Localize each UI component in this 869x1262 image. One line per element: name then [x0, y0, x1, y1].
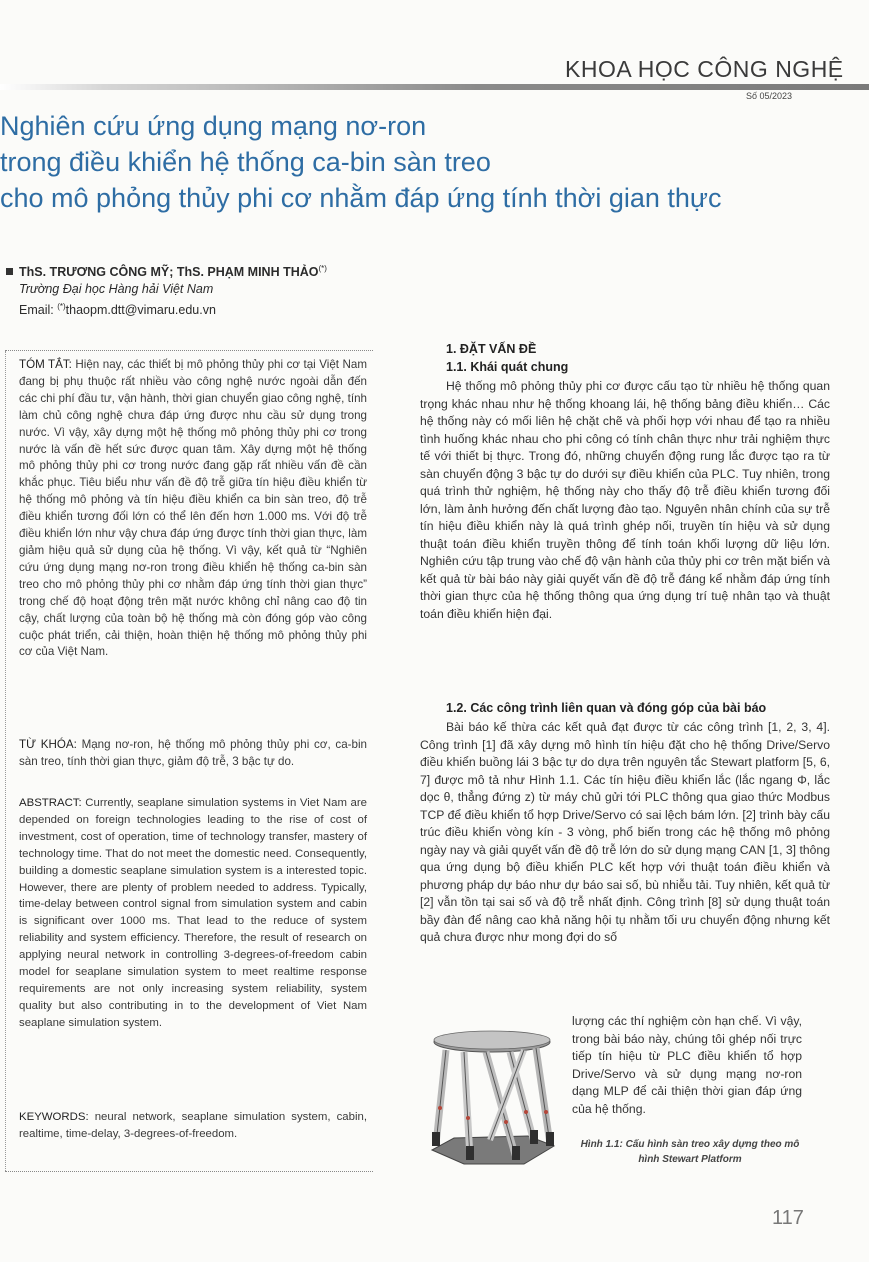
- abstract-vietnamese: [19, 357, 367, 661]
- paragraph-1-text: Hệ thống mô phỏng thủy phi cơ được cấu tạo từ nhiều hệ thống quan trọng khác nhau như hệ thống khoang lái, hệ thống bảng điều khiển… Các hệ thống này có mối liên hệ chặt chẽ và phối hợp với nhau để tạo ra nhiều tình huống khác nhau cho phi công có tính chân thực như trải nghiệm thực tế với thiết bị thực. Trong đó, những chuyển động rung lắc được tạo ra từ sàn chuyển động 3 bậc tự do dưới sự điều khiển của PLC. Tuy nhiên, trong quá trình thử nghiệm, hệ thống này cho thấy độ trễ điều khiển tương đối lớn, làm ảnh hưởng đến chất lượng đào tạo. Nguyên nhân chính của sự trễ tín hiệu điều khiển này là quá trình ghép nối, truyền tín hiệu và sử dụng thuật toán điều khiển truyền thông để tính toán khối lượng dữ liệu lớn. Nghiên cứu tập trung vào chế độ vận hành của thủy phi cơ trên mặt biển và kết quả từ bài báo này giải quyết vấn đề độ trễ đáng kể nhằm đáp ứng tính thời gian thực của hệ thống thông qua ứng dụng trí tuệ nhân tạo và thuật toán điều khiển hiện đại.: [420, 379, 830, 621]
- keywords-en-label: KEYWORDS:: [19, 1111, 89, 1123]
- abstract-english: [19, 795, 367, 1032]
- bullet-square-icon: [6, 268, 13, 275]
- paragraph-3: lượng các thí nghiệm còn hạn chế. Vì vậy, trong bài báo này, chúng tôi ghép nối trực tiếp tín hiệu từ PLC điều khiển tổ hợp Drive/Servo và sử dụng mạng nơ-ron dạng MLP để cải thiện thời gian đáp ứng của hệ thống.: [572, 1014, 802, 1116]
- affiliation: Trường Đại học Hàng hải Việt Nam: [19, 282, 214, 297]
- abstract-vn-label: TÓM TẮT:: [19, 358, 72, 371]
- title-line-2: trong điều khiển hệ thống ca-bin sàn treo: [0, 147, 491, 177]
- email-address[interactable]: thaopm.dtt@vimaru.edu.vn: [65, 303, 216, 318]
- paragraph-2-text: Bài báo kế thừa các kết quả đạt được từ các công trình [1, 2, 3, 4]. Công trình [1] đã xây dựng mô hình tín hiệu đặt cho hệ thống Drive/Servo điều khiển buồng lái 3 bậc tự do dựa trên nguyên tắc Stewart platform [5, 6, 7] được mô tả như Hình 1.1. Các tín hiệu điều khiển lắc (lắc ngang Φ, lắc dọc θ, thẳng đứng z) từ máy chủ gửi tới PLC thông qua giao thức Modbus TCP để điều khiển tổ hợp Drive/Servo có sai lệch bám lớn. [2] trình bày cấu trúc điều khiển vòng kín - 3 vòng, phổ biến trong các hệ thống mô phỏng ngày nay và giải quyết vấn đề độ trễ lớn do sử dụng mạng CAN [1, 3] thông qua ứng dụng bộ điều khiển PLC kết hợp với thuật toán điều khiển và phương pháp dự báo như dự báo sai số, bù nhiễu tải. Tuy nhiên, kết quả từ [2] vẫn tồn tại sai số và độ trễ nhất định. Công trình [8] sử dụng thuật toán bầy đàn để nâng cao khả năng hội tụ nhằm tối ưu chuyển động nhưng kết quả chưa được như mong đợi do số: [420, 720, 830, 944]
- title-line-3: cho mô phỏng thủy phi cơ nhằm đáp ứng tính thời gian thực: [0, 183, 722, 213]
- author-names: ThS. TRƯƠNG CÔNG MỸ; ThS. PHẠM MINH THẢO: [19, 265, 319, 280]
- header-rule: [0, 84, 869, 90]
- figure-caption: Hình 1.1: Cấu hình sàn treo xây dựng theo mô hình Stewart Platform: [580, 1139, 800, 1165]
- keywords-en-text: neural network, seaplane simulation system, cabin, realtime, time-delay, 3-degrees-of-freedom.: [19, 1111, 368, 1140]
- page-number: 117: [772, 1207, 804, 1229]
- email-line: [6, 298, 327, 319]
- issue-number: Số 05/2023: [746, 91, 793, 101]
- email-marker: (*): [57, 302, 66, 312]
- author-marker: (*): [318, 264, 327, 273]
- keywords-vn-text: Mạng nơ-ron, hệ thống mô phỏng thủy phi cơ, ca-bin sàn treo, tính thời gian thực, giảm độ trễ, 3 bậc tự do.: [19, 738, 367, 768]
- author-names-line: [6, 260, 327, 281]
- paragraph-1: [420, 378, 830, 623]
- abstract-box: [5, 350, 373, 1172]
- subsection-heading-1-1: 1.1. Khái quát chung: [446, 360, 569, 374]
- stewart-platform-figure: [424, 1022, 559, 1170]
- keywords-vn-label: TỪ KHÓA:: [19, 738, 77, 751]
- email-label: Email:: [19, 303, 54, 318]
- abstract-en-text: Currently, seaplane simulation systems in Viet Nam are depended on foreign technologies leading to the rise of cost of investment, cost of operation, time of technology transfer, mastery of technology time. That do not meet the domestic need. Consequently, building a domestic seaplane simulation system is a interested topic. However, there are plenty of problem needed to address. Typically, time-delay between control signal from simulation system and cabin is significant over 1000 ms. That lead to the reduce of system reliability and system efficiency. Therefore, the result of research on applying neural network in controlling 3-degrees-of-freedom cabin model for seaplane simulation system to meet realtime response requirements are not only increasing system reliability, system quality but also contributing in to the development of Viet Nam seaplane simulation system.: [19, 797, 367, 1029]
- article-title: [0, 108, 860, 216]
- abstract-box-rule: [5, 351, 7, 1171]
- keywords-vietnamese: [19, 737, 367, 771]
- keywords-english: [19, 1109, 367, 1143]
- author-block: [6, 260, 327, 319]
- stewart-platform-image: [432, 1031, 554, 1164]
- paragraph-2: [420, 719, 830, 947]
- abstract-vn-text: Hiện nay, các thiết bị mô phỏng thủy phi cơ tại Việt Nam đang bị phụ thuộc rất nhiều vào công nghệ nước ngoài dẫn đến các chi phí đầu tư, vận hành, thời gian chuyển giao công nghệ, tính làm chủ công nghệ chưa đáp ứng được nhu cầu sử dụng trong nước. Vì vậy, xây dựng một hệ thống mô phỏng thủy phi cơ trong nước là vấn đề hết sức được quan tâm. Xây dựng một hệ thống mô phỏng thủy phi cơ trong nước đang gặp rất nhiều vấn đề cần khắc phục. Tiêu biểu như vấn đề độ trễ giữa tín hiệu điều khiển từ hệ thống mô phỏng và tín hiệu điều khiển ca bin sàn treo, độ trễ điều khiển tương đối lớn có thể lên đến hơn 1.000 ms. Với độ trễ điều khiển lớn như vậy chưa đáp ứng được tính thời gian thực, làm giảm hiệu quả sử dụng của hệ thống. Vì vậy, kết quả từ “Nghiên cứu ứng dụng mạng nơ-ron trong điều khiển hệ thống ca-bin sàn treo cho mô phỏng thủy phi cơ nhằm đáp ứng tính thời gian thực” trong chế độ hoạt động trên mặt nước không chỉ nâng cao độ tin cậy, chất lượng của toàn bộ hệ thống mà còn đóng góp vào công cuộc phát triển, cải thiện, hoàn thiện hệ thống mô phỏng thủy phi cơ của Việt Nam.: [19, 358, 367, 659]
- running-header-section: KHOA HỌC CÔNG NGHỆ: [565, 56, 844, 82]
- abstract-en-label: ABSTRACT:: [19, 797, 82, 809]
- title-line-1: Nghiên cứu ứng dụng mạng nơ-ron: [0, 111, 427, 141]
- section-heading-1: 1. ĐẶT VẤN ĐỀ: [446, 342, 537, 356]
- subsection-heading-1-2: 1.2. Các công trình liên quan và đóng góp của bài báo: [446, 701, 767, 715]
